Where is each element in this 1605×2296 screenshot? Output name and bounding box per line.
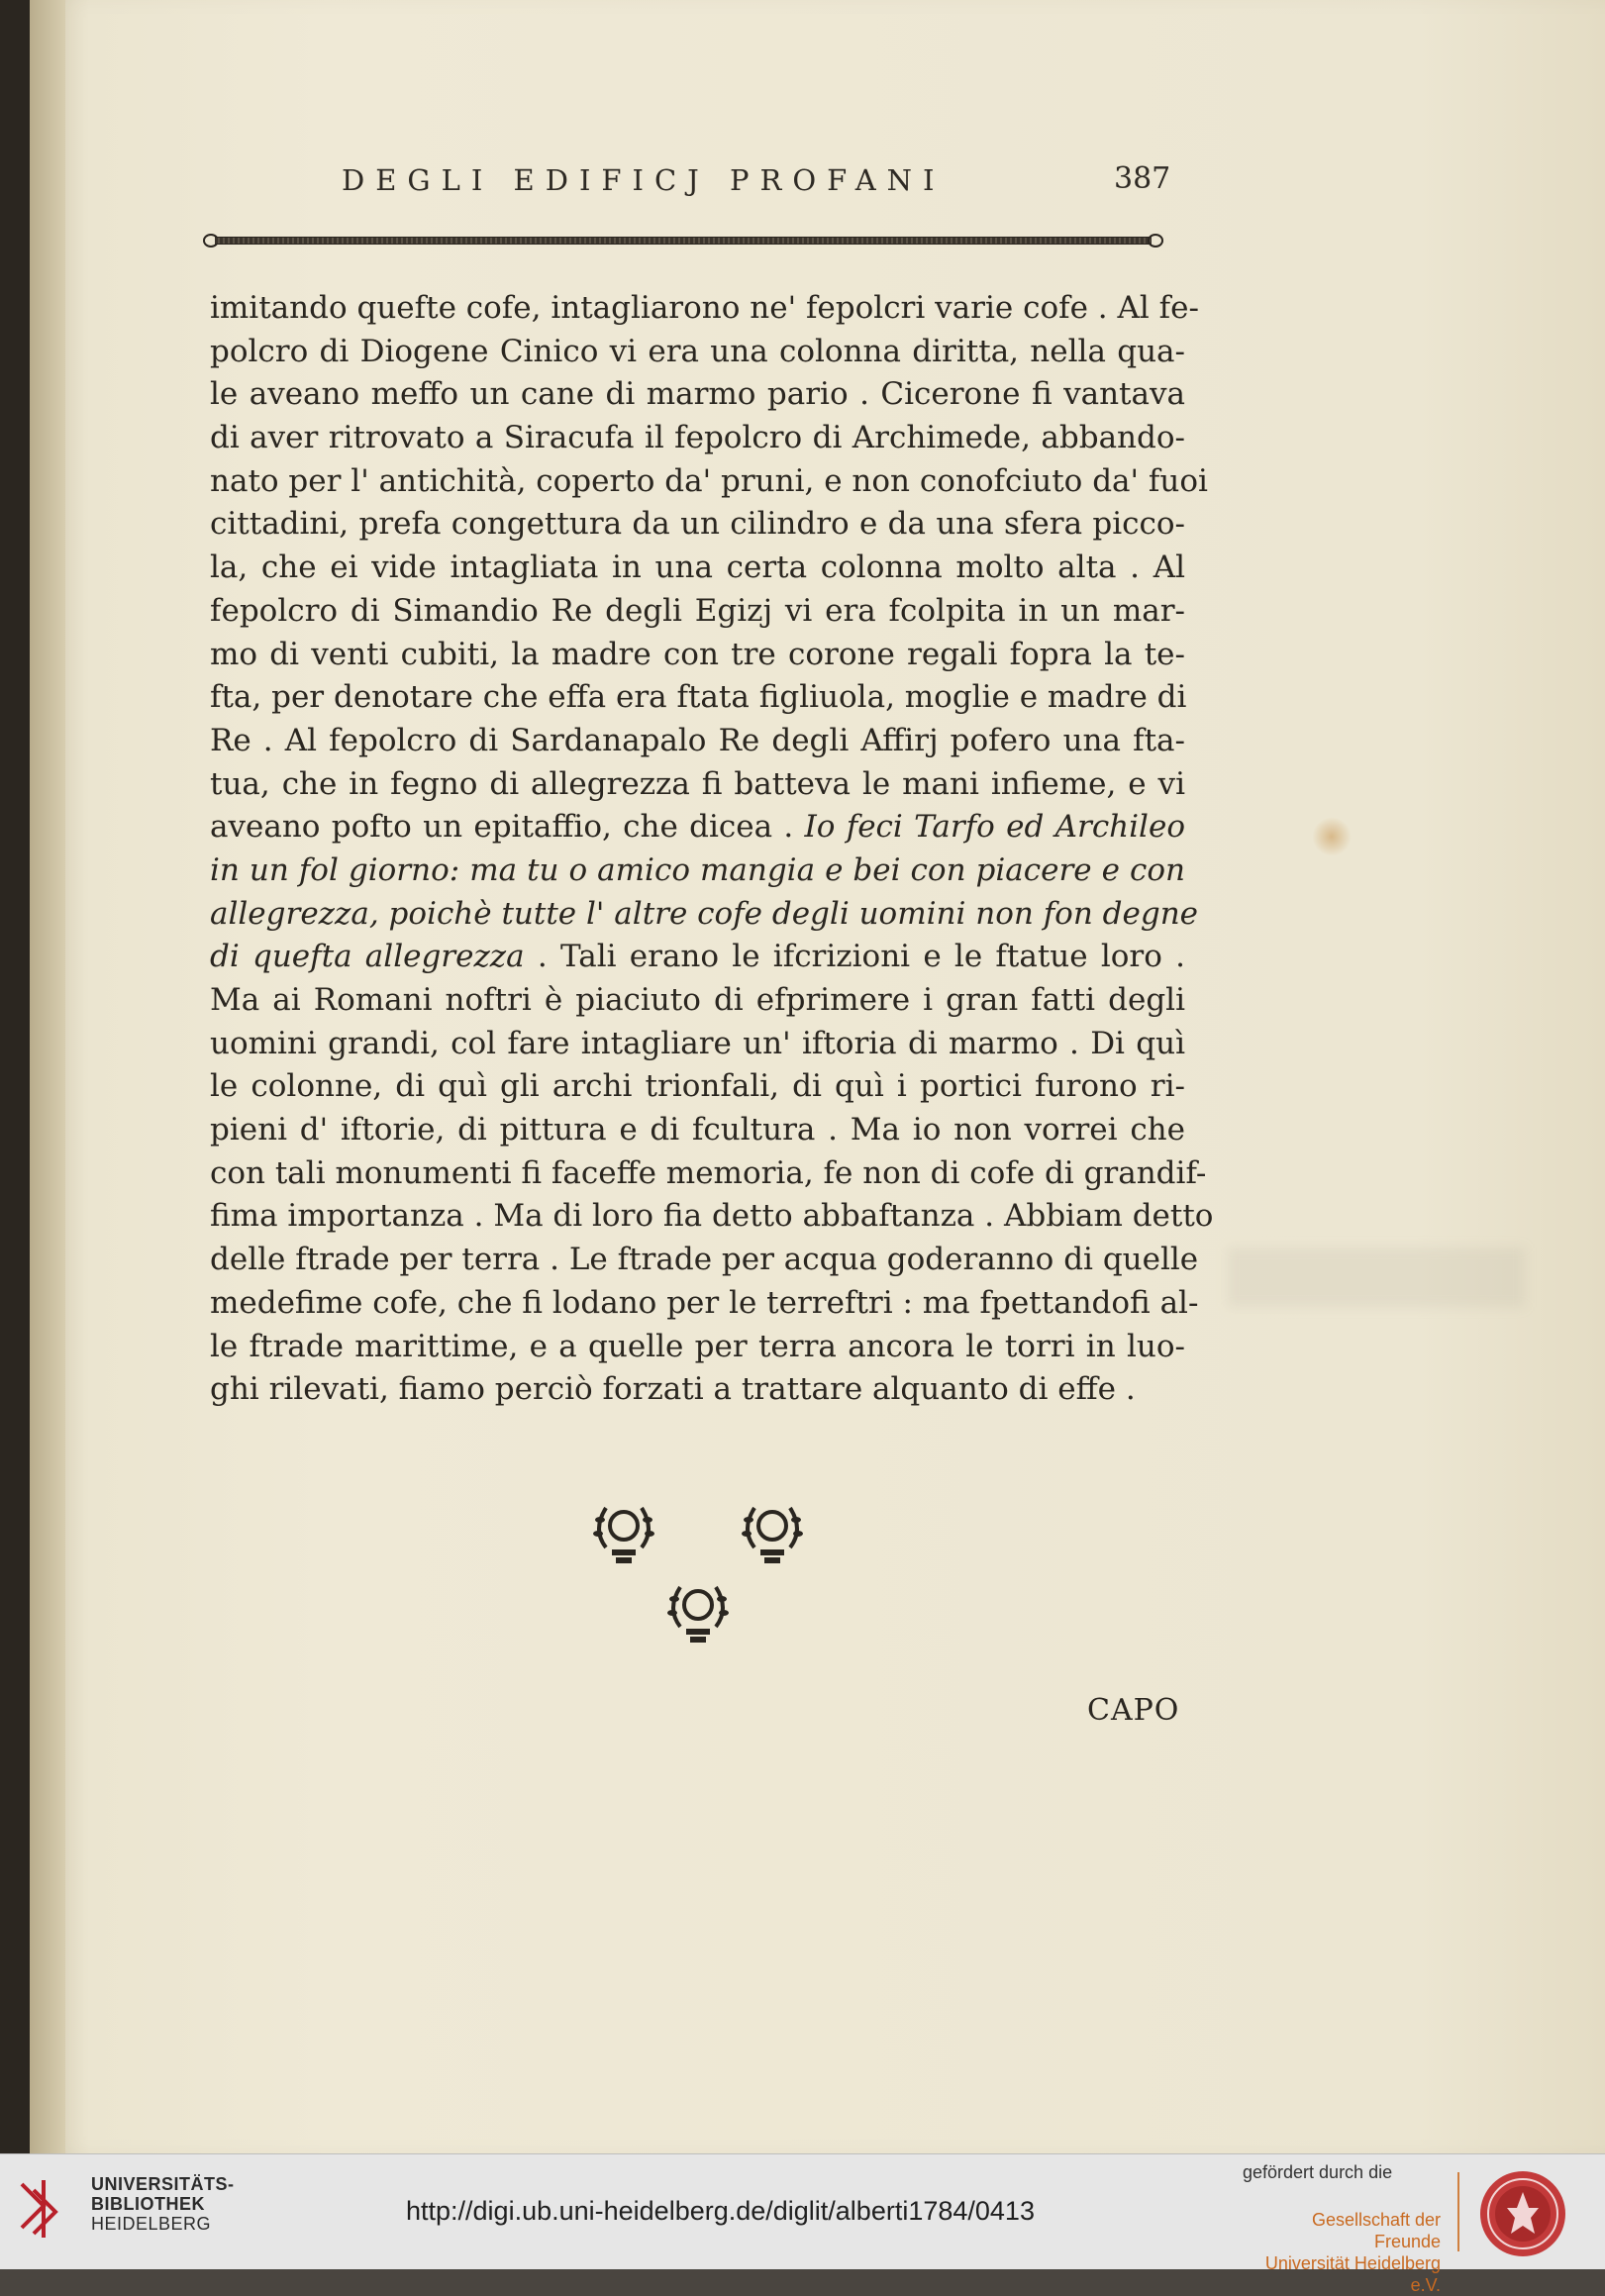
text-line xyxy=(210,1065,1185,1109)
text-line xyxy=(210,1368,1185,1412)
text-line xyxy=(210,331,1185,374)
text-line xyxy=(210,676,1185,720)
university-seal-icon xyxy=(1477,2168,1568,2259)
text-segment: le colonne, di quì gli archi trionfali, di quì i portici furono ri- xyxy=(210,1068,1185,1105)
text-line xyxy=(210,287,1199,331)
text-segment: fta, per denotare che effa era ftata figliuola, moglie e madre di xyxy=(210,679,1187,716)
text-segment: ghi rilevati, fiamo perciò forzati a trattare alquanto di effe . xyxy=(210,1371,1136,1408)
catchword: CAPO xyxy=(1087,1693,1180,1728)
text-line xyxy=(210,1023,1185,1066)
library-name-line: HEIDELBERG xyxy=(91,2214,212,2234)
text-line xyxy=(210,849,1185,893)
text-line xyxy=(210,1282,1199,1326)
text-segment: nato per l' antichità, coperto da' pruni, e non conofciuto da' fuoi xyxy=(210,462,1208,499)
body-text xyxy=(210,287,1214,1412)
text-segment: con tali monumenti fi faceffe memoria, fe non di cofe di grandif- xyxy=(210,1154,1207,1191)
page-number: 387 xyxy=(1114,161,1171,196)
sponsor-name xyxy=(1243,2209,1441,2296)
sponsor-name-line: Universität Heidelberg e.V. xyxy=(1264,2253,1441,2295)
text-segment: pieni d' iftorie, di pittura e di fcultura . Ma io non vorrei che xyxy=(210,1112,1185,1148)
text-line xyxy=(210,460,1208,504)
text-segment: le aveano meffo un cane di marmo pario . Cicerone fi vantava xyxy=(210,376,1185,413)
text-segment: Ma ai Romani noftri è piaciuto di efprimere i gran fatti degli xyxy=(210,982,1185,1018)
text-segment: medefime cofe, che fi lodano per le terreftri : ma fpettandofi al- xyxy=(210,1284,1199,1321)
text-line xyxy=(210,893,1199,937)
text-line xyxy=(210,1152,1207,1196)
viewer-footer xyxy=(0,2153,1605,2295)
text-line xyxy=(210,634,1185,677)
text-line xyxy=(210,590,1185,634)
rule-bar xyxy=(215,237,1152,245)
text-line xyxy=(210,503,1185,547)
text-segment: mo di venti cubiti, la madre con tre corone regali fopra la te- xyxy=(210,636,1185,672)
text-segment: tua, che in fegno di allegrezza fi batteva le mani infieme, e vi xyxy=(210,765,1185,802)
page-gutter xyxy=(30,0,65,2153)
text-segment: delle ftrade per terra . Le ftrade per acqua goderanno di quelle xyxy=(210,1242,1199,1278)
italic-text: Io feci Tarfo ed Archileo xyxy=(804,809,1185,846)
text-line xyxy=(210,417,1185,460)
library-name-line: UNIVERSITÄTS- xyxy=(91,2174,235,2194)
running-head: DEGLI EDIFICJ PROFANI xyxy=(342,163,946,197)
text-line xyxy=(210,547,1185,590)
text-line xyxy=(210,1326,1185,1369)
text-line xyxy=(210,763,1185,807)
text-segment: aveano pofto un epitaffio, che dicea . xyxy=(210,809,805,846)
library-name xyxy=(91,2174,235,2234)
wreath-ornament-icon xyxy=(658,1569,738,1648)
rule-end-right xyxy=(1148,234,1163,248)
text-line xyxy=(210,936,1185,979)
header-rule xyxy=(203,233,1163,247)
italic-text: di quefta allegrezza xyxy=(210,939,525,975)
text-segment: la, che ei vide intagliata in una certa colonna molto alta . Al xyxy=(210,549,1185,586)
text-segment: polcro di Diogene Cinico vi era una colonna diritta, nella qua- xyxy=(210,333,1185,369)
library-name-line: BIBLIOTHEK xyxy=(91,2194,205,2214)
text-line xyxy=(210,979,1185,1023)
text-line xyxy=(210,1239,1199,1282)
library-logo-icon xyxy=(14,2176,73,2242)
text-segment: cittadini, prefa congettura da un cilindro e da una sfera picco- xyxy=(210,506,1185,543)
text-line xyxy=(210,373,1185,417)
text-line xyxy=(210,806,1185,849)
text-segment: fepolcro di Simandio Re degli Egizj vi era fcolpita in un mar- xyxy=(210,592,1185,629)
text-segment: le ftrade marittime, e a quelle per terra ancora le torri in luo- xyxy=(210,1328,1185,1364)
italic-text: allegrezza, poichè tutte l' altre cofe degli uomini non fon degne xyxy=(210,895,1199,932)
text-segment: Re . Al fepolcro di Sardanapalo Re degli Affirj pofero una fta- xyxy=(210,722,1185,758)
text-line xyxy=(210,1195,1214,1239)
footer-divider xyxy=(1457,2172,1459,2251)
text-line xyxy=(210,1109,1185,1152)
paper-stain xyxy=(1312,817,1352,856)
italic-text: in un fol giorno: ma tu o amico mangia e bei con piacere e con xyxy=(210,851,1185,888)
wreath-ornaments xyxy=(584,1490,842,1648)
text-segment: fima importanza . Ma di loro fia detto abbaftanza . Abbiam detto xyxy=(210,1198,1214,1235)
wreath-ornament-icon xyxy=(584,1490,663,1569)
sponsor-name-line: Gesellschaft der Freunde xyxy=(1311,2210,1441,2251)
permalink-url[interactable]: http://digi.ub.uni-heidelberg.de/diglit/alberti1784/0413 xyxy=(406,2196,1035,2226)
text-line xyxy=(210,720,1185,763)
show-through xyxy=(1228,1248,1525,1307)
text-segment: . Tali erano le ifcrizioni e le ftatue loro . xyxy=(524,939,1185,975)
sponsor-label: gefördert durch die xyxy=(1243,2162,1393,2182)
wreath-ornament-icon xyxy=(733,1490,812,1569)
text-segment: imitando quefte cofe, intagliarono ne' fepolcri varie cofe . Al fe- xyxy=(210,290,1199,326)
text-segment: di aver ritrovato a Siracufa il fepolcro di Archimede, abbando- xyxy=(210,420,1185,456)
text-segment: uomini grandi, col fare intagliare un' iftoria di marmo . Di quì xyxy=(210,1025,1185,1061)
